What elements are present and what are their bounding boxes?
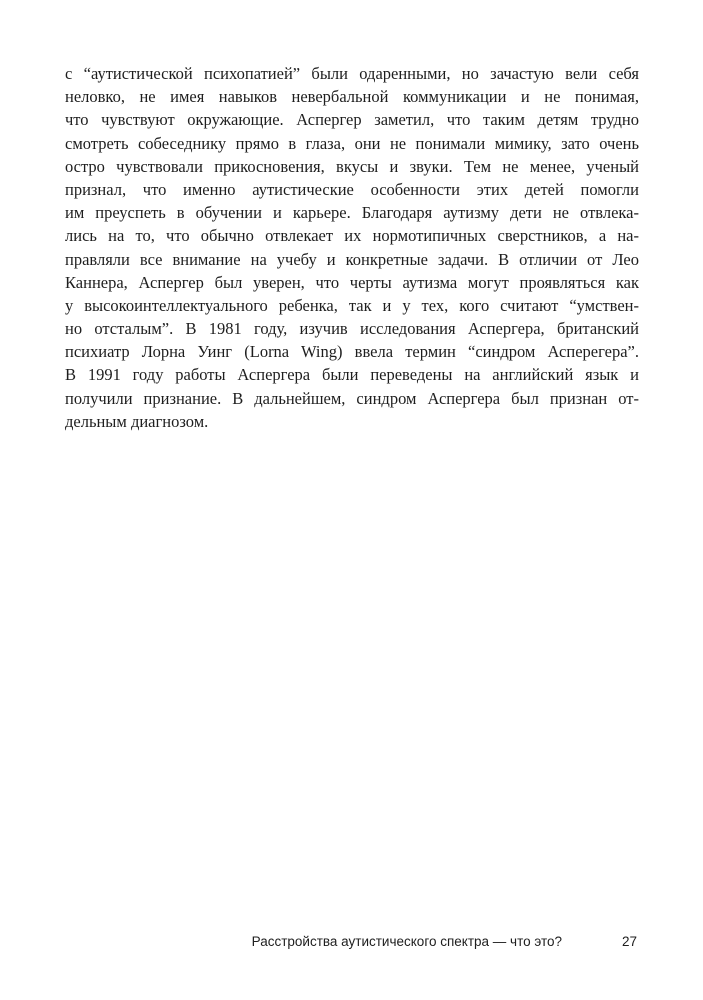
- paragraph-line: признал, что именно аутистические особенности этих детей помогли: [65, 179, 639, 199]
- paragraph-line: лись на то, что обычно отвлекает их нормотипичных сверстников, а на-: [65, 226, 639, 246]
- paragraph-line: правляли все внимание на учебу и конкретные задачи. В отличии от Лео: [65, 249, 639, 269]
- paragraph-line: смотреть собеседнику прямо в глаза, они не понимали мимику, зато очень: [65, 133, 639, 153]
- paragraph-line: с “аутистической психопатией” были одаренными, но зачастую вели себя: [65, 64, 639, 83]
- paragraph-line: неловко, не имея навыков невербальной коммуникации и не понимая,: [65, 87, 639, 107]
- page-footer: [0, 932, 703, 954]
- body-paragraph: [65, 62, 639, 433]
- paragraph-line: им преуспеть в обучении и карьере. Благодаря аутизму дети не отвлека-: [65, 203, 639, 223]
- paragraph-line: психиатр Лорна Уинг (Lorna Wing) ввела термин “синдром Асперегера”.: [65, 342, 639, 362]
- paragraph-line: дельным диагнозом.: [65, 411, 209, 431]
- running-title: Расстройства аутистического спектра — что это?: [251, 934, 562, 949]
- paragraph-line: получили признание. В дальнейшем, синдром Аспергера был признан от-: [65, 388, 639, 408]
- page-number: 27: [621, 934, 637, 949]
- paragraph-line: Каннера, Аспергер был уверен, что черты аутизма могут проявляться как: [65, 272, 639, 292]
- paragraph-line: но отсталым”. В 1981 году, изучив исследования Аспергера, британский: [65, 319, 639, 339]
- paragraph-line: что чувствуют окружающие. Аспергер заметил, что таким детям трудно: [65, 110, 639, 130]
- paragraph-line: остро чувствовали прикосновения, вкусы и звуки. Тем не менее, ученый: [65, 156, 639, 176]
- paragraph-line: у высокоинтеллектуального ребенка, так и у тех, кого считают “умствен-: [65, 295, 639, 315]
- paragraph-line: В 1991 году работы Аспергера были переведены на английский язык и: [65, 365, 639, 385]
